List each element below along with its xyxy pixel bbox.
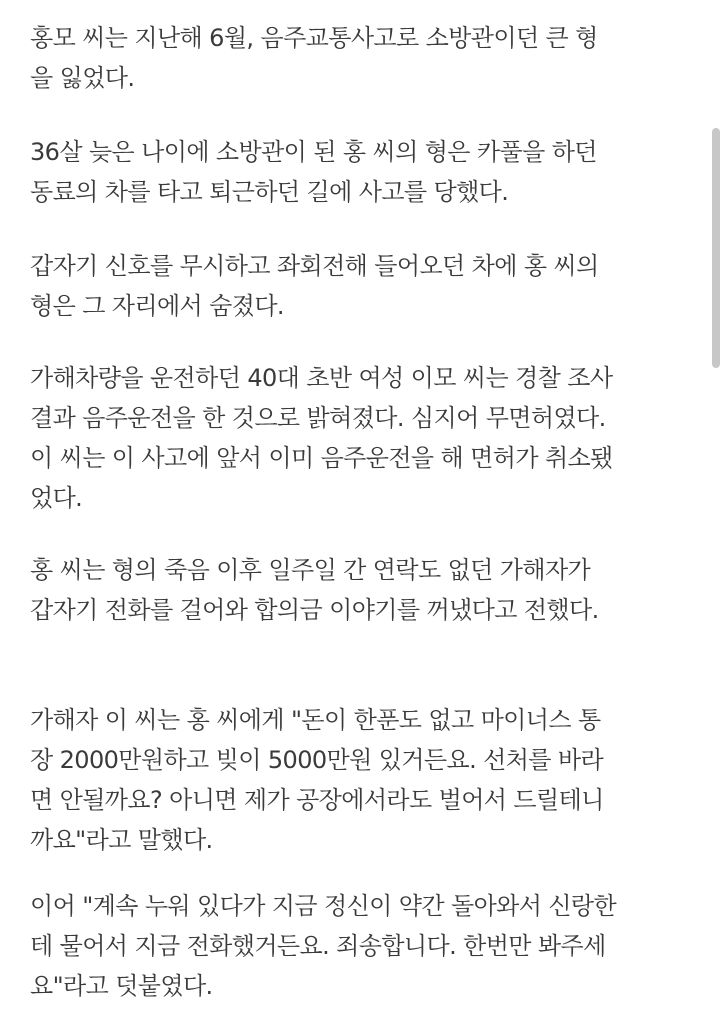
text-line: 이어 "계속 누워 있다가 지금 정신이 약간 돌아와서 신랑한 (30, 892, 617, 920)
paragraph-3 (30, 246, 599, 326)
text-line: 가해차량을 운전하던 40대 초반 여성 이모 씨는 경찰 조사 (30, 364, 613, 392)
paragraph-4 (30, 358, 613, 518)
paragraph-1 (30, 18, 598, 98)
scrollbar[interactable] (712, 128, 720, 368)
text-line: 36살 늦은 나이에 소방관이 된 홍 씨의 형은 카풀을 하던 (30, 138, 597, 166)
paragraph-2 (30, 132, 597, 212)
text-line: 었다. (30, 484, 83, 512)
text-line: 면 안될까요? 아니면 제가 공장에서라도 벌어서 드릴테니 (30, 786, 604, 814)
paragraph-7 (30, 886, 616, 1006)
text-line: 요"라고 덧붙였다. (30, 972, 213, 1000)
text-line: 갑자기 전화를 걸어와 합의금 이야기를 꺼냈다고 전했다. (30, 596, 599, 624)
text-line: 홍모 씨는 지난해 6월, 음주교통사고로 소방관이던 큰 형 (30, 24, 598, 52)
text-line: 홍 씨는 형의 죽음 이후 일주일 간 연락도 없던 가해자가 (30, 556, 591, 584)
text-line: 까요"라고 말했다. (30, 826, 213, 854)
text-line: 을 잃었다. (30, 64, 135, 92)
text-line: 테 물어서 지금 전화했거든요. 죄송합니다. 한번만 봐주세 (30, 932, 606, 960)
text-line: 장 2000만원하고 빚이 5000만원 있거든요. 선처를 바라 (30, 746, 604, 774)
text-line: 가해자 이 씨는 홍 씨에게 "돈이 한푼도 없고 마이너스 통 (30, 706, 601, 734)
text-line: 갑자기 신호를 무시하고 좌회전해 들어오던 차에 홍 씨의 (30, 252, 599, 280)
text-line: 형은 그 자리에서 숨졌다. (30, 292, 284, 320)
paragraph-6 (30, 700, 604, 860)
text-line: 이 씨는 이 사고에 앞서 이미 음주운전을 해 면허가 취소됐 (30, 444, 613, 472)
text-line: 결과 음주운전을 한 것으로 밝혀졌다. 심지어 무면허였다. (30, 404, 606, 432)
paragraph-5 (30, 550, 599, 630)
text-line: 동료의 차를 타고 퇴근하던 길에 사고를 당했다. (30, 178, 509, 206)
